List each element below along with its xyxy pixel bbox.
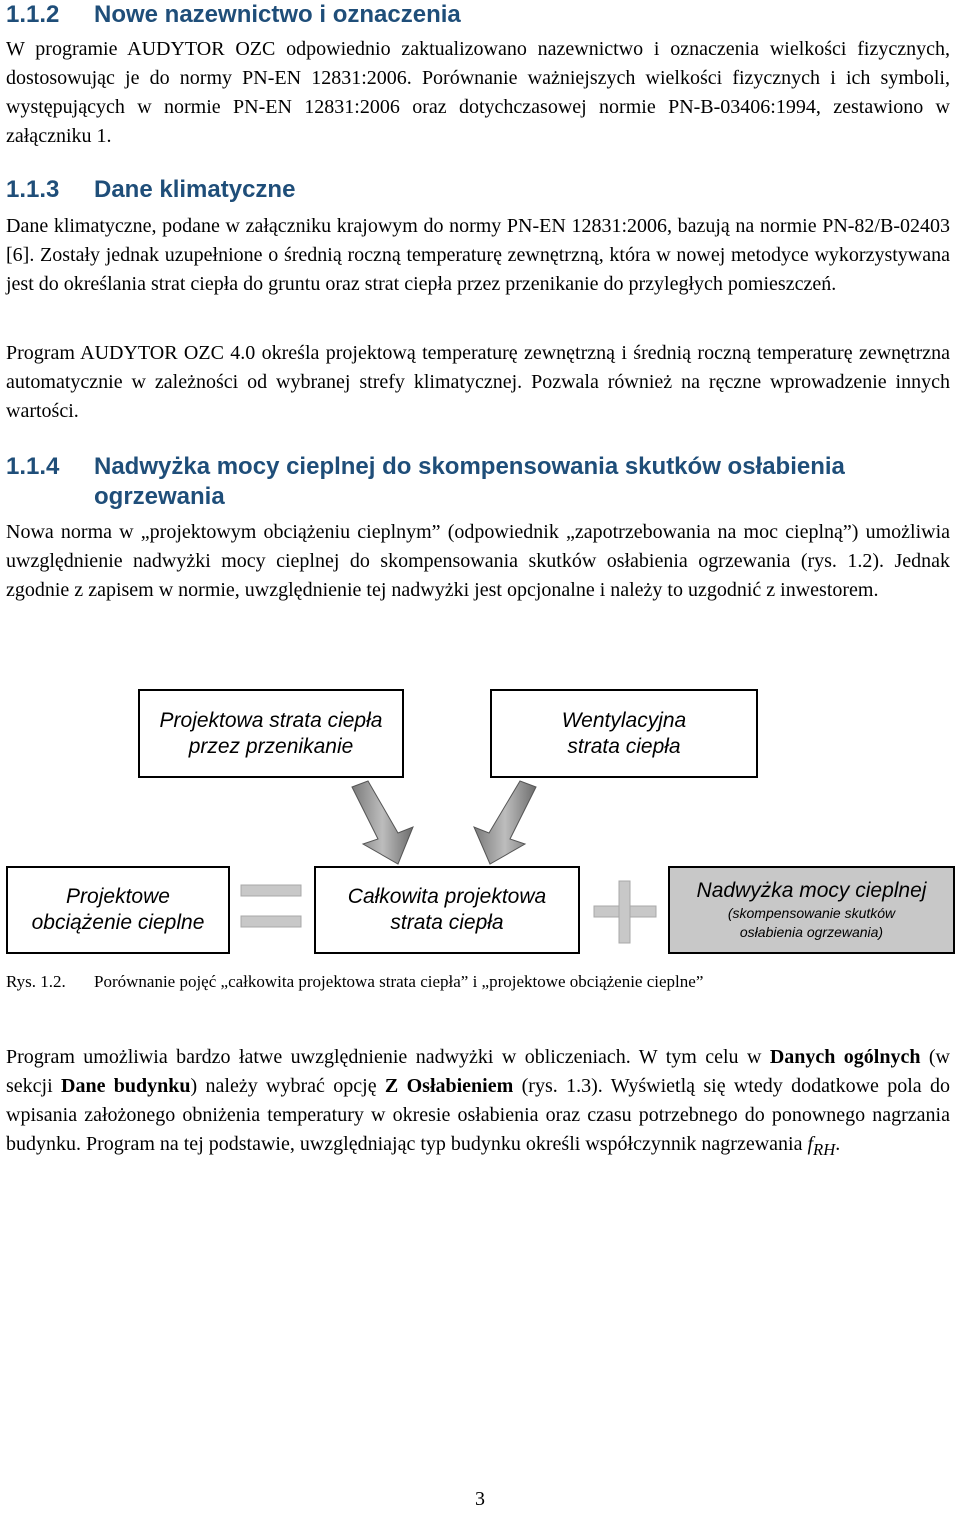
heading-title: Nadwyżka mocy cieplnej do skompensowania skutków osłabienia ogrzewania	[94, 453, 845, 510]
text-run: .	[835, 1133, 841, 1155]
box-total-design-heat-loss	[314, 866, 580, 954]
caption-label: Rys. 1.2.	[6, 972, 66, 991]
figure-caption	[6, 970, 703, 994]
heading-title: Dane klimatyczne	[94, 176, 296, 203]
bold-term-building-data: Dane budynku	[61, 1075, 191, 1097]
page-number: 3	[475, 1488, 485, 1510]
paragraph-program-option	[6, 1043, 950, 1164]
symbol-f: f	[807, 1133, 814, 1155]
paragraph-naming: W programie AUDYTOR OZC odpowiednio zaktualizowano nazewnictwo i oznaczenia wielkości fizycznych, dostosowując je do normy PN-EN 12831:2006. Porównanie ważniejszych wielkości fizycznych i ich symboli, występujących w normie PN-EN 12831:2006 oraz dotychczasowej normie PN-B-03406:1994, zestawiono w załączniku 1.	[6, 38, 950, 147]
box-ventilation-heat-loss	[490, 689, 758, 778]
paragraph-surplus: Nowa norma w „projektowym obciążeniu cieplnym” (odpowiednik „zapotrzebowania na moc cieplną”) umożliwia uwzględnienie nadwyżki mocy cieplnej do skompensowania skutków osłabienia ogrzewania (rys. 1.2). Jednak zgodnie z zapisem w normie, uwzględnienie tej nadwyżki jest opcjonalne i należy to uzgodnić z inwestorem.	[6, 521, 950, 601]
bold-term-with-setback: Z Osłabieniem	[384, 1075, 514, 1097]
box-note: (skompensowanie skutków osłabienia ogrzewania)	[727, 905, 896, 940]
heading-number: 1.1.3	[6, 176, 60, 203]
plus-sign	[594, 881, 656, 943]
equals-sign	[241, 885, 301, 927]
box-transmission-heat-loss	[138, 689, 404, 778]
arrow-right	[474, 781, 536, 864]
text-run: ) należy wybrać opcję	[190, 1075, 385, 1097]
bold-term-general-data: Danych ogólnych	[769, 1046, 921, 1068]
paragraph-climate-2: Program AUDYTOR OZC 4.0 określa projektową temperaturę zewnętrzną i średnią roczną temperaturę zewnętrzna automatycznie w zależności od wybranej strefy klimatycznej. Pozwala również na ręczne wprowadzenie innych wartości.	[6, 342, 950, 422]
box-label: Całkowita projektowa strata ciepła	[347, 885, 547, 934]
symbol-subscript: RH	[813, 1140, 836, 1159]
caption-text: Porównanie pojęć „całkowita projektowa strata ciepła” i „projektowe obciążenie cieplne”	[94, 972, 704, 991]
box-label: Projektowa strata ciepła przez przenikanie	[159, 708, 383, 758]
box-label: Nadwyżka mocy cieplnej	[696, 879, 927, 902]
text-run: Program umożliwia bardzo łatwe uwzględnienie nadwyżki w obliczeniach. W tym celu w	[6, 1046, 770, 1068]
box-label: Wentylacyjna strata ciepła	[561, 708, 687, 758]
paragraph-climate-1: Dane klimatyczne, podane w załączniku krajowym do normy PN-EN 12831:2006, bazują na normie PN-82/B-02403 [6]. Zostały jednak uzupełnione o średnią roczną temperaturę zewnętrzną, która w nowej metodyce wykorzystywana jest do określania strat ciepła do gruntu oraz strat ciepła przez przenikanie do przyległych pomieszczeń.	[6, 215, 950, 295]
heading-number: 1.1.4	[6, 453, 60, 480]
heading-number: 1.1.2	[6, 1, 60, 28]
arrow-left	[352, 781, 413, 864]
box-heating-surplus	[668, 866, 955, 954]
box-label: Projektowe obciążenie cieplne	[31, 885, 205, 934]
box-design-heat-load	[6, 866, 230, 954]
text-run: (w sekcji	[6, 1046, 950, 1097]
text-run: (rys. 1.3). Wyświetlą się wtedy dodatkowe pola do wpisania założonego obniżenia temperatury w okresie osłabienia oraz czasu potrzebnego do ponownego nagrzania budynku. Program na tej podstawie, uwzględniając typ budynku określi współczynnik nagrzewania	[6, 1075, 951, 1155]
heading-title: Nowe nazewnictwo i oznaczenia	[94, 1, 461, 28]
